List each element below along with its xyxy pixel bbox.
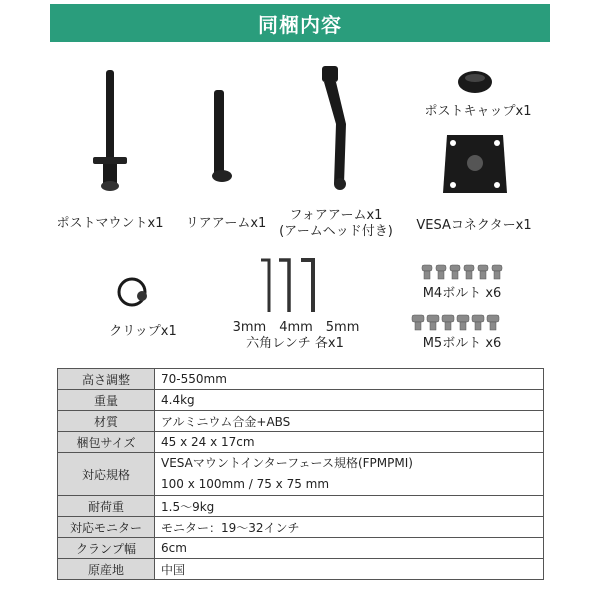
- spec-value: 6cm: [155, 538, 544, 559]
- spec-row: [58, 517, 544, 538]
- spec-row: [58, 369, 544, 390]
- fore-arm-image: [310, 64, 360, 194]
- spec-value: 45 x 24 x 17cm: [155, 432, 544, 453]
- hex-sizes-label: 3mm 4mm 5mm: [232, 320, 360, 335]
- post-cap-label: ポストキャップx1: [424, 104, 532, 119]
- m4-bolts-image: [420, 262, 504, 280]
- post-mount-label: ポストマウントx1: [56, 216, 164, 231]
- header-title: 同梱内容: [258, 12, 342, 37]
- m4-bolt-label: M4ボルト x6: [422, 286, 502, 301]
- spec-row: [58, 559, 544, 580]
- spec-value: 70-550mm: [155, 369, 544, 390]
- spec-key: 重量: [58, 390, 155, 411]
- spec-row: [58, 453, 544, 496]
- spec-value: [155, 453, 544, 496]
- spec-value: 1.5～9kg: [155, 496, 544, 517]
- rear-arm-image: [202, 88, 238, 188]
- spec-value-line: VESAマウントインターフェース規格(FPMPMI): [161, 456, 413, 470]
- spec-row: [58, 496, 544, 517]
- rear-arm-label: リアアームx1: [185, 216, 267, 231]
- post-mount-image: [85, 65, 135, 195]
- spec-row: [58, 432, 544, 453]
- section-header: [50, 4, 550, 42]
- spec-key: 耐荷重: [58, 496, 155, 517]
- fore-arm-label-1: フォアアームx1: [289, 208, 383, 223]
- fore-arm-label-2: (アームヘッド付き): [279, 224, 393, 239]
- spec-row: [58, 390, 544, 411]
- spec-key: 対応規格: [58, 453, 155, 496]
- clip-label: クリップx1: [109, 324, 177, 339]
- spec-key: 梱包サイズ: [58, 432, 155, 453]
- spec-key: 高さ調整: [58, 369, 155, 390]
- vesa-connector-label: VESAコネクターx1: [416, 218, 532, 233]
- spec-value: アルミニウム合金+ABS: [155, 411, 544, 432]
- vesa-connector-image: [435, 125, 515, 205]
- hex-wrench-image: [255, 256, 325, 316]
- spec-key: クランプ幅: [58, 538, 155, 559]
- spec-row: [58, 538, 544, 559]
- post-cap-image: [455, 68, 495, 98]
- spec-value: 4.4kg: [155, 390, 544, 411]
- spec-key: 対応モニター: [58, 517, 155, 538]
- spec-value-line: 100 x 100mm / 75 x 75 mm: [161, 477, 330, 491]
- spec-value: 中国: [155, 559, 544, 580]
- hex-wrench-label: 六角レンチ 各x1: [246, 336, 344, 351]
- spec-row: [58, 411, 544, 432]
- spec-table: [57, 368, 544, 580]
- m5-bolt-label: M5ボルト x6: [422, 336, 502, 351]
- m5-bolts-image: [410, 312, 504, 332]
- spec-key: 材質: [58, 411, 155, 432]
- spec-key: 原産地: [58, 559, 155, 580]
- clip-image: [114, 272, 154, 312]
- spec-value: モニター：19～32インチ: [155, 517, 544, 538]
